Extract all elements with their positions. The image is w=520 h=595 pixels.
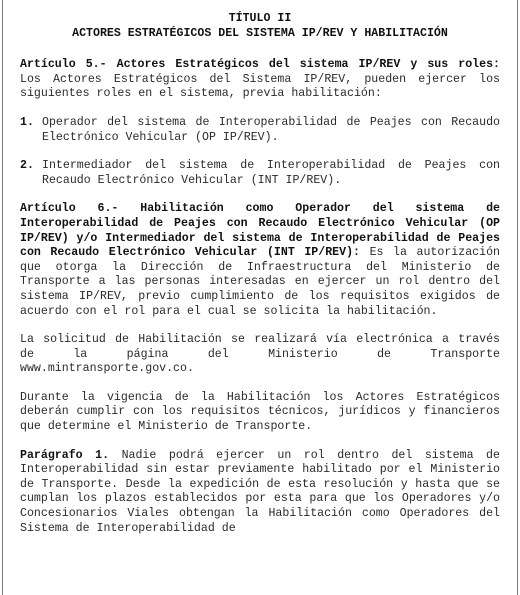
article-5: [20, 58, 500, 102]
article-5-heading: Artículo 5.- Actores Estratégicos del sistema IP/REV y sus roles:: [20, 58, 500, 72]
list-item-text: Operador del sistema de Interoperabilidad de Peajes con Recaudo Electrónico Vehicular (OP IP/REV).: [42, 115, 500, 144]
paragrafo-1-heading: Parágrafo 1.: [20, 448, 110, 462]
title-heading: ACTORES ESTRATÉGICOS DEL SISTEMA IP/REV Y HABILITACIÓN: [72, 26, 448, 40]
article-5-text: Los Actores Estratégicos del Sistema IP/REV, pueden ejercer los siguientes roles en el sistema, previa habilitación:: [20, 72, 500, 101]
paragrafo-1-text: Nadie podrá ejercer un rol dentro del sistema de Interoperabilidad sin estar previamente habilitado por el Ministerio de Transporte. Desde la expedición de esta resolución y hasta que se cumplan los plazos establecidos por esta para que los Operadores y/o Concesionarios Viales obtengan la Habilitación como Operadores del Sistema de Interoperabilidad de: [20, 448, 500, 535]
list-item-number: 1.: [20, 115, 34, 129]
article-6: [20, 202, 500, 319]
list-item-text: Intermediador del sistema de Interoperabilidad de Peajes con Recaudo Electrónico Vehicular (INT IP/REV).: [42, 159, 500, 187]
list-item: [20, 159, 500, 188]
document-page: [2, 0, 518, 595]
paragrafo-1: [20, 449, 500, 537]
list-item: [20, 116, 500, 145]
list-item-number: 2.: [20, 159, 34, 173]
article-6-text: Es la autorización que otorga la Dirección de Infraestructura del Ministerio de Transporte a las personas interesadas en ejercer un rol dentro del sistema IP/REV, previo cumplimiento de los requisitos exigidos de acuerdo con el rol para el cual se solicita la habilitación.: [20, 246, 500, 318]
request-paragraph: La solicitud de Habilitación se realizará vía electrónica a través de la página del Ministerio de Transporte: [20, 333, 500, 361]
validity-paragraph: Durante la vigencia de la Habilitación los Actores Estratégicos deberán cumplir con los requisitos técnicos, jurídicos y financieros que determine el Ministerio de Transporte.: [20, 390, 500, 434]
article-6-heading: Artículo 6.- Habilitación como Operador del sistema de Interoperabilidad de Peajes con Recaudo Electrónico Vehicular (OP IP/REV) y/o Intermediador del sistema de Interoperabilidad de Peajes con Recaudo Electrónico Vehicular (INT IP/REV):: [20, 202, 500, 260]
ministry-url: www.mintransporte.gov.co.: [20, 362, 194, 376]
title-number: TÍTULO II: [228, 12, 292, 25]
